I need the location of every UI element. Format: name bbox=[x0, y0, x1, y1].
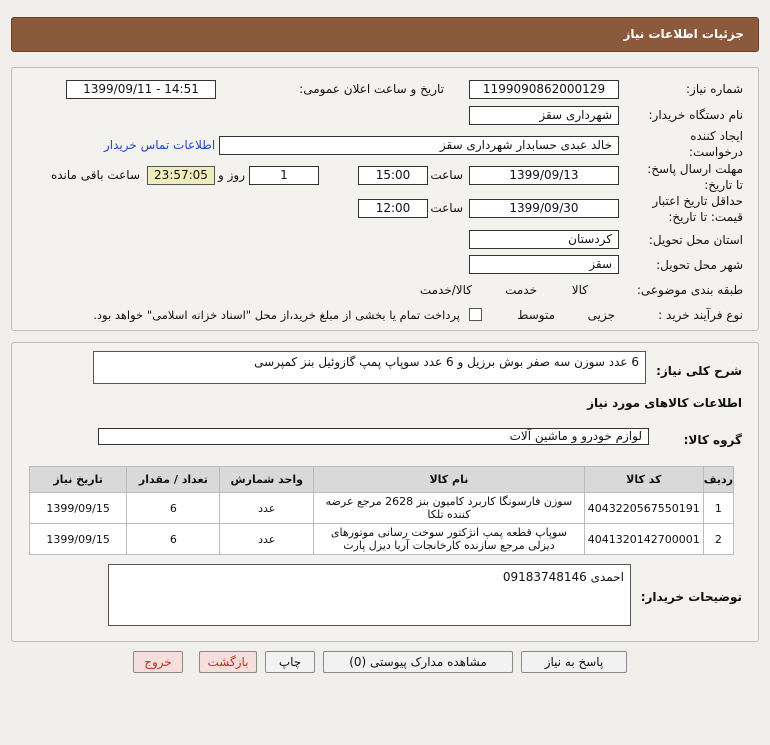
creator-field: خالد عبدی حسابدار شهرداری سقز bbox=[219, 136, 619, 155]
item-date: 1399/09/15 bbox=[30, 493, 127, 524]
days-label: روز و bbox=[218, 168, 245, 182]
contact-buyer-link[interactable]: اطلاعات تماس خریدار bbox=[104, 138, 216, 152]
col-row: ردیف bbox=[703, 467, 733, 493]
goods-group-label: گروه کالا: bbox=[683, 433, 742, 447]
remaining-time-field: 23:57:05 bbox=[147, 166, 215, 185]
item-unit: عدد bbox=[220, 524, 314, 555]
announce-label: تاریخ و ساعت اعلان عمومی: bbox=[299, 82, 444, 96]
category-goods-service-label: کالا/خدمت bbox=[419, 283, 472, 297]
province-field: کردستان bbox=[469, 230, 619, 249]
treasury-payment-checkbox[interactable] bbox=[469, 308, 482, 321]
goods-section-title: اطلاعات کالاهای مورد نیاز bbox=[587, 396, 742, 410]
treasury-payment-note: پرداخت تمام یا بخشی از مبلغ خرید،از محل "اسناد خزانه اسلامی" خواهد بود. bbox=[93, 308, 460, 322]
reply-deadline-label-2: تا تاریخ: bbox=[704, 178, 743, 192]
creator-label-1: ایجاد کننده bbox=[690, 129, 743, 143]
price-validity-label-2: قیمت: تا تاریخ: bbox=[668, 210, 743, 224]
summary-field bbox=[93, 351, 646, 384]
col-name: نام کالا bbox=[314, 467, 585, 493]
item-qty: 6 bbox=[127, 493, 220, 524]
goods-group-field: لوازم خودرو و ماشین آلات bbox=[98, 428, 649, 445]
col-code: کد کالا bbox=[584, 467, 703, 493]
buyer-notes-label: توضیحات خریدار: bbox=[640, 590, 742, 604]
process-minor-label: جزیی bbox=[587, 308, 615, 322]
reply-time-label: ساعت bbox=[430, 168, 463, 182]
row-number: 1 bbox=[703, 493, 733, 524]
price-time-field: 12:00 bbox=[358, 199, 428, 218]
row-number: 2 bbox=[703, 524, 733, 555]
table-row bbox=[30, 493, 734, 524]
summary-label: شرح کلی نیاز: bbox=[656, 364, 742, 378]
need-number-field: 1199090862000129 bbox=[469, 80, 619, 99]
item-name: سوپاپ قطعه پمپ انژکتور سوخت رسانی موتورهای دیزلی مرجع سازنده کارخانجات آریا دیزل پارت bbox=[314, 524, 585, 555]
buyer-notes-field bbox=[108, 564, 631, 626]
item-name: سوزن فارسونگا کاربرد کامیون بنز 2628 مرجع عرضه کننده تلکا bbox=[314, 493, 585, 524]
col-date: تاریخ نیاز bbox=[30, 467, 127, 493]
remaining-days-field: 1 bbox=[249, 166, 319, 185]
buyer-notes-text: احمدی 09183748146 bbox=[502, 570, 624, 584]
exit-button[interactable]: خروج bbox=[133, 651, 183, 673]
items-header-row bbox=[30, 467, 734, 493]
col-qty: تعداد / مقدار bbox=[127, 467, 220, 493]
summary-text: 6 عدد سوزن سه صفر بوش برزیل و 6 عدد سوپاپ پمپ گازوئیل بنز کمپرسی bbox=[254, 355, 639, 369]
province-label: استان محل تحویل: bbox=[648, 233, 743, 247]
buyer-field: شهرداری سقز bbox=[469, 106, 619, 125]
items-table bbox=[29, 466, 734, 555]
reply-time-field: 15:00 bbox=[358, 166, 428, 185]
category-service-label: خدمت bbox=[505, 283, 537, 297]
item-code: 4041320142700001 bbox=[584, 524, 703, 555]
city-field: سقز bbox=[469, 255, 619, 274]
category-label: طبقه بندی موضوعی: bbox=[636, 283, 743, 297]
reply-date-field: 1399/09/13 bbox=[469, 166, 619, 185]
item-code: 4043220567550191 bbox=[584, 493, 703, 524]
reply-to-need-button[interactable]: پاسخ به نیاز bbox=[521, 651, 627, 673]
reply-deadline-label-1: مهلت ارسال پاسخ: bbox=[647, 162, 743, 176]
page-header bbox=[11, 17, 759, 52]
back-button[interactable]: بازگشت bbox=[199, 651, 257, 673]
need-number-label: شماره نیاز: bbox=[686, 82, 743, 96]
creator-label-2: درخواست: bbox=[689, 145, 743, 159]
item-unit: عدد bbox=[220, 493, 314, 524]
price-date-field: 1399/09/30 bbox=[469, 199, 619, 218]
table-row bbox=[30, 524, 734, 555]
item-qty: 6 bbox=[127, 524, 220, 555]
print-button[interactable]: چاپ bbox=[265, 651, 315, 673]
category-goods-label: کالا bbox=[571, 283, 588, 297]
process-medium-label: متوسط bbox=[517, 308, 555, 322]
price-time-label: ساعت bbox=[430, 201, 463, 215]
price-validity-label-1: حداقل تاریخ اعتبار bbox=[652, 194, 743, 208]
remaining-time-label: ساعت باقی مانده bbox=[50, 168, 140, 182]
announce-field: 1399/09/11 - 14:51 bbox=[66, 80, 216, 99]
view-attachments-button[interactable]: مشاهده مدارک پیوستی (0) bbox=[323, 651, 513, 673]
item-date: 1399/09/15 bbox=[30, 524, 127, 555]
process-label: نوع فرآیند خرید : bbox=[658, 308, 743, 322]
buyer-label: نام دستگاه خریدار: bbox=[648, 108, 743, 122]
city-label: شهر محل تحویل: bbox=[656, 258, 743, 272]
page-title: جزئیات اطلاعات نیاز bbox=[623, 27, 744, 41]
col-unit: واحد شمارش bbox=[220, 467, 314, 493]
